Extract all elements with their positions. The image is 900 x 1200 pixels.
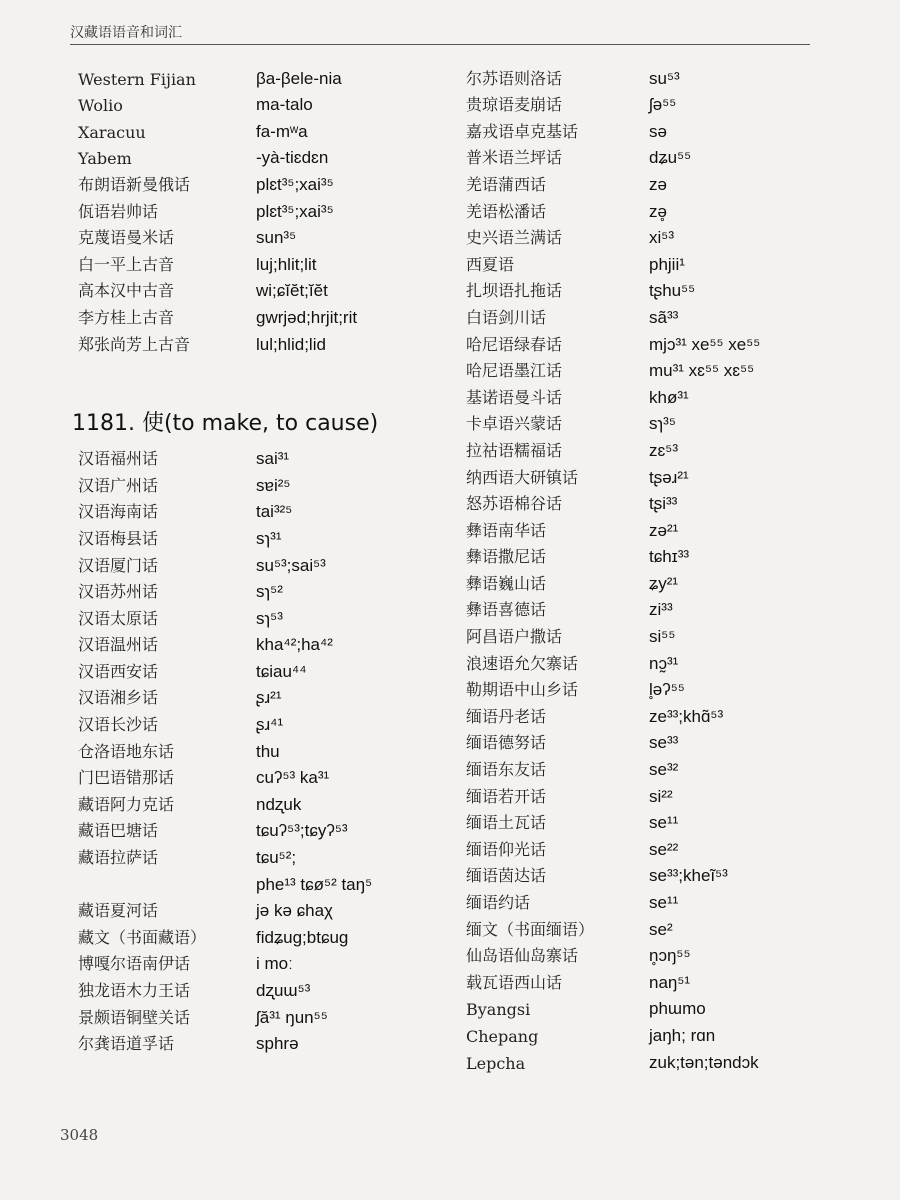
word-form: tʂhu⁵⁵ [649,281,696,301]
language-name: 汉语西安话 [78,661,159,681]
entry-row [466,142,886,169]
language-name: 纳西语大研镇话 [466,467,579,487]
word-form: zə²¹ [649,520,679,540]
language-name: 佤语岩帅话 [78,201,159,221]
word-form: plɛt³⁵;xai³⁵ [256,201,334,221]
right-entries [466,62,886,1073]
entry-row [466,940,886,967]
word-form: luj;hlit;lit [256,254,317,274]
language-name: 李方桂上古音 [78,307,175,327]
language-name: 汉语海南话 [78,502,159,522]
language-name: 汉语苏州话 [78,582,159,602]
entry-row [466,700,886,727]
language-name: 藏文（书面藏语） [78,927,207,947]
language-name: 彝语喜德话 [466,600,547,620]
word-form: fidʑug;btɕug [256,927,349,947]
entry-row [78,629,448,656]
word-form: ʃə⁵⁵ [649,95,677,115]
word-form: se³³ [649,733,679,753]
entry-row [466,275,886,302]
word-form: thu [256,741,280,761]
entry-row [466,328,886,355]
left-column [72,62,448,1054]
entry-row [466,913,886,940]
word-form: plɛt³⁵;xai³⁵ [256,174,334,194]
word-form: ndʐuk [256,794,302,814]
language-name: 基诺语曼斗话 [466,387,563,407]
entry-row [466,355,886,382]
word-form: se²² [649,839,679,859]
entry-row [466,62,886,89]
entry-row [78,762,448,789]
word-form: ʂɹ⁴¹ [256,715,284,735]
entry-row [466,434,886,461]
language-name: Yabem [78,149,132,169]
language-name: 高本汉中古音 [78,281,175,301]
entry-row [466,195,886,222]
entry-row [78,735,448,762]
language-name: 缅语土瓦话 [466,813,547,833]
word-form: ʂɹ²¹ [256,688,282,708]
running-header-title: 汉藏语语音和词汇 [70,25,182,41]
entry-row [466,780,886,807]
entry-row [78,222,448,249]
word-form: dʐuɯ⁵³ [256,981,311,1000]
language-name: 汉语温州话 [78,635,159,655]
language-name: 布朗语新曼俄话 [78,174,191,194]
word-form: jaŋh; rɑn [649,1025,716,1045]
word-form: zi³³ [649,600,673,620]
language-name: 缅文（书面缅语） [466,919,595,939]
entry-row [466,1046,886,1073]
language-name: 哈尼语绿春话 [466,334,563,354]
right-column [466,62,886,1073]
word-form: tɕu⁵²; [256,848,297,868]
language-name: 彝语巍山话 [466,573,547,593]
word-form: lul;hlid;lid [256,334,326,354]
entry-row [78,62,448,89]
word-form: sphrə [256,1034,299,1054]
language-name: 勒期语中山乡话 [466,680,579,700]
language-name: 羌语松潘话 [466,201,547,221]
entry-row [466,647,886,674]
entry-row [466,727,886,754]
language-name: 汉语湘乡话 [78,688,159,708]
language-name: 彝语南华话 [466,520,547,540]
entry-row [466,807,886,834]
language-name: 汉语梅县话 [78,528,159,548]
word-form: sɿ⁵² [256,582,283,602]
word-form: sɿ³⁵ [649,414,676,434]
language-name: 普米语兰坪话 [466,148,563,168]
entry-row [78,974,448,1001]
word-form: naŋ⁵¹ [649,972,691,992]
language-name: 汉语厦门话 [78,555,159,575]
language-name: 门巴语错那话 [78,768,175,788]
language-name: 扎坝语扎拖话 [466,281,563,301]
entry-row [78,1001,448,1028]
language-name: Xaracuu [78,122,146,142]
word-form: khø³¹ [649,387,689,407]
word-form: sɐi²⁵ [256,475,291,495]
entry-row [78,195,448,222]
language-name: Wolio [78,96,123,116]
language-name: 载瓦语西山话 [466,972,563,992]
entry-row [78,301,448,328]
entry-row [466,594,886,621]
word-form: tʂəɹ²¹ [649,467,689,487]
language-name: Chepang [466,1026,539,1046]
language-name: 汉语长沙话 [78,715,159,735]
language-name: 独龙语木力王话 [78,981,191,1000]
word-form: sɿ³¹ [256,528,282,548]
entry-row [78,496,448,523]
entry-row [78,1028,448,1055]
language-name: 景颇语铜壁关话 [78,1007,191,1027]
language-name: 藏语阿力克话 [78,794,175,814]
entry-row [78,868,448,895]
language-name: 郑张尚芳上古音 [78,334,191,354]
language-name: 博嘎尔语南伊话 [78,954,191,974]
word-form: zə [649,174,667,194]
language-name: 藏语拉萨话 [78,848,159,868]
word-form: wi;ɕĭĕt;ĭĕt [256,281,328,301]
language-name: 缅语丹老话 [466,706,547,726]
language-name: Byangsi [466,1000,531,1020]
language-name: 哈尼语墨江话 [466,361,563,381]
word-form: zuk;tən;təndɔk [649,1052,759,1072]
language-name: 阿昌语户撒话 [466,627,563,647]
word-form: dʑu⁵⁵ [649,148,692,168]
language-name: 浪速语允欠寨话 [466,653,579,673]
word-form: se³² [649,760,679,780]
entry-row [78,328,448,355]
entry-row [78,549,448,576]
word-form: tʂi³³ [649,494,678,514]
entry-row [78,443,448,470]
word-form: tɕiau⁴⁴ [256,661,307,681]
language-name: 汉语广州话 [78,475,159,495]
word-form: gwrjəd;hrjit;rit [256,307,358,327]
word-form: sã³³ [649,307,679,327]
entry-row [466,620,886,647]
word-form: xi⁵³ [649,228,674,248]
word-form: sun³⁵ [256,228,297,248]
entry-row [466,674,886,701]
word-form: ʃă³¹ ŋun⁵⁵ [256,1007,328,1027]
entry-row [466,514,886,541]
entry-row [466,567,886,594]
entry-row [466,168,886,195]
word-form: mu³¹ xɛ⁵⁵ xɛ⁵⁵ [649,361,755,381]
entry-row [78,682,448,709]
entry-row [466,248,886,275]
entry-row [466,886,886,913]
word-form: l̥əʔ⁵⁵ [649,680,685,700]
entry-row [78,168,448,195]
language-name: 汉语太原话 [78,608,159,628]
entry-row [78,89,448,116]
entry-row [78,248,448,275]
language-name: 仙岛语仙岛寨话 [466,946,579,966]
word-form: sə [649,121,667,141]
language-name: 白语剑川话 [466,307,547,327]
entry-row [78,708,448,735]
word-form: se² [649,919,673,939]
entry-row [78,522,448,549]
word-form: si⁵⁵ [649,627,676,647]
word-form: cuʔ⁵³ ka³¹ [256,768,330,788]
word-form: tɕuʔ⁵³;tɕyʔ⁵³ [256,821,348,841]
entry-row [78,895,448,922]
language-name: 克蔑语曼米话 [78,228,175,248]
entry-row [78,469,448,496]
entry-row [78,815,448,842]
word-form: sai³¹ [256,449,290,469]
language-name: 贵琼语麦崩话 [466,95,563,115]
page-number: 3048 [60,1126,99,1144]
entry-row [78,275,448,302]
language-name: 缅语德努话 [466,733,547,753]
word-form: βa-βele-nia [256,68,342,88]
language-name: 白一平上古音 [78,254,175,274]
entry-row [78,602,448,629]
word-form: zə̥ [649,201,667,221]
word-form: fa-mʷa [256,121,308,141]
word-form: su⁵³ [649,68,680,88]
language-name: 嘉戎语卓克基话 [466,121,579,141]
entry-row [466,115,886,142]
running-header [70,22,810,45]
word-form: zɛ⁵³ [649,440,679,460]
entry-row [78,655,448,682]
entry-row [78,841,448,868]
entry-row [466,408,886,435]
word-form: tai³²⁵ [256,502,293,522]
entry-row [466,966,886,993]
word-form: mjɔ³¹ xe⁵⁵ xe⁵⁵ [649,334,761,354]
entry-row [466,222,886,249]
word-form: -yà-tiɛdɛn [256,148,329,168]
language-name: 缅语东友话 [466,760,547,780]
word-form: nɔ̰³¹ [649,653,679,673]
language-name: 汉语福州话 [78,449,159,469]
entry-row [466,993,886,1020]
word-form: ʑy²¹ [649,573,679,593]
word-form: se¹¹ [649,893,679,912]
word-form: phjii¹ [649,254,685,274]
word-form: kha⁴²;ha⁴² [256,635,333,655]
language-name: 缅语若开话 [466,786,547,806]
entry-row [78,921,448,948]
language-name: 藏语夏河话 [78,901,159,921]
word-form: phɯmo [649,999,706,1019]
entry-row [78,788,448,815]
word-form: se¹¹ [649,813,679,833]
entry-row [466,833,886,860]
entry-row [78,115,448,142]
language-name: 缅语茵达话 [466,866,547,886]
entry-row [466,860,886,887]
entry-row [78,948,448,975]
word-form: sɿ⁵³ [256,608,283,628]
entry-row [466,488,886,515]
word-form: tɕhɪ³³ [649,547,690,567]
language-name: 拉祜语糯福话 [466,440,563,460]
word-form: ze³³;khɑ̃⁵³ [649,706,724,726]
language-name: 卡卓语兴蒙话 [466,414,563,434]
entry-row [466,301,886,328]
entry-row [466,541,886,568]
word-form: n̥ɔŋ⁵⁵ [649,946,691,966]
language-name: 史兴语兰满话 [466,228,563,248]
language-name: 仓洛语地东话 [78,741,175,761]
left-bottom-entries [78,443,448,1055]
entry-row [466,381,886,408]
entry-row [466,1019,886,1046]
word-form: se³³;kheĩ⁵³ [649,866,728,886]
language-name: 西夏语 [466,254,515,274]
word-form: phe¹³ tɕø⁵² taŋ⁵ [256,874,373,894]
section-heading: 1181. 使(to make, to cause) [72,410,379,436]
word-form: su⁵³;sai⁵³ [256,555,326,575]
word-form: ma-talo [256,95,313,115]
entry-row [466,89,886,116]
left-top-entries [78,62,448,355]
entry-row [466,461,886,488]
language-name: Western Fijian [78,69,196,89]
word-form: si²² [649,786,673,806]
language-name: 怒苏语棉谷话 [466,494,563,514]
entry-row [78,142,448,169]
language-name: 彝语撒尼话 [466,547,547,567]
entry-row [78,576,448,603]
language-name: 羌语蒲西话 [466,174,547,194]
language-name: 缅语约话 [466,893,531,912]
language-name: 尔龚语道孚话 [78,1034,175,1054]
word-form: jə kə ɕhaχ [256,901,333,921]
language-name: 藏语巴塘话 [78,821,159,841]
word-form: i moː [256,954,293,974]
language-name: Lepcha [466,1053,526,1073]
language-name: 缅语仰光话 [466,839,547,859]
language-name: 尔苏语则洛话 [466,68,563,88]
entry-row [466,753,886,780]
